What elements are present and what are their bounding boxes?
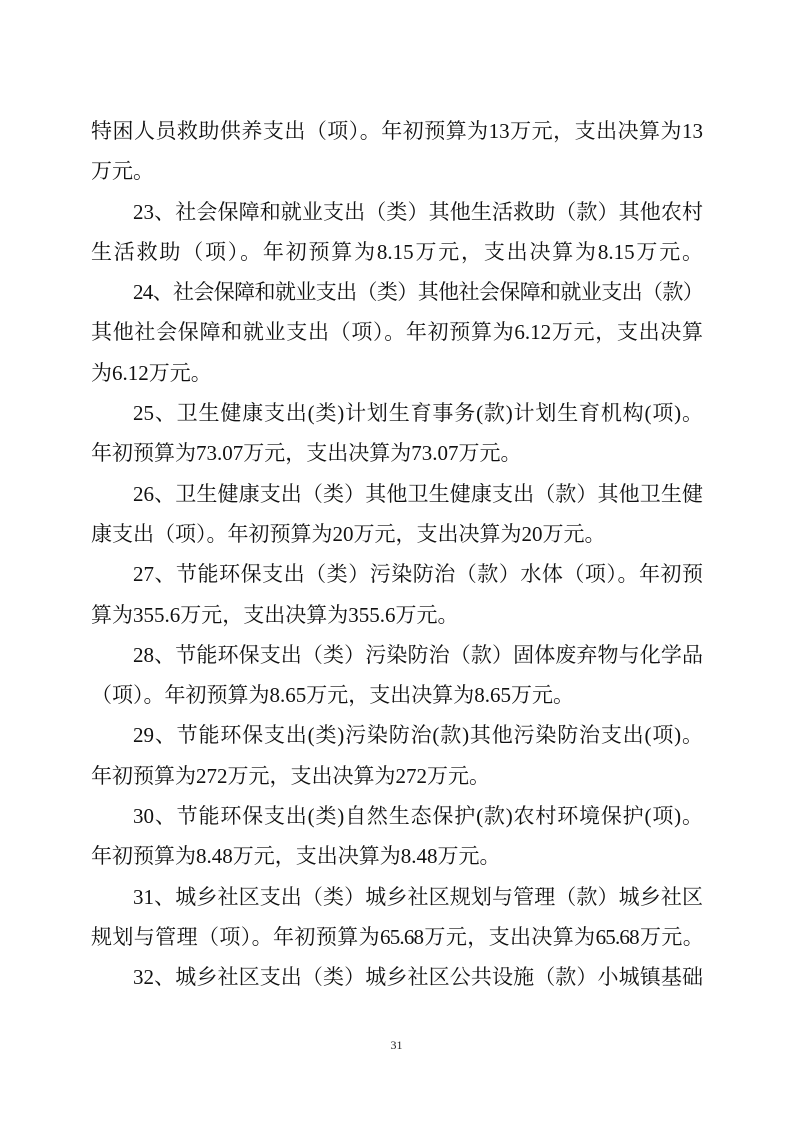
text-line: 万元。 — [91, 159, 154, 184]
text-line: 28、节能环保支出（类）污染防治（款）固体废弃物与化学品 — [133, 642, 703, 667]
text-line: 24、社会保障和就业支出（类）其他社会保障和就业支出（款） — [133, 280, 703, 305]
document-body — [91, 111, 703, 998]
text-line: 23、社会保障和就业支出（类）其他生活救助（款）其他农村 — [133, 199, 703, 224]
text-line: 30、节能环保支出(类)自然生态保护(款)农村环境保护(项)。 — [133, 804, 703, 829]
page-number: 31 — [390, 1038, 403, 1052]
text-line: 29、节能环保支出(类)污染防治(款)其他污染防治支出(项)。 — [133, 723, 703, 748]
text-line: 康支出（项）。年初预算为20万元，支出决算为20万元。 — [91, 521, 606, 546]
text-line: 年初预算为73.07万元，支出决算为73.07万元。 — [91, 441, 522, 466]
text-line: 25、卫生健康支出(类)计划生育事务(款)计划生育机构(项)。 — [133, 401, 703, 426]
text-line: 26、卫生健康支出（类）其他卫生健康支出（款）其他卫生健 — [133, 481, 703, 506]
text-line: 规划与管理（项）。年初预算为65.68万元，支出决算为65.68万元。 — [91, 924, 703, 949]
text-line: 特困人员救助供养支出（项）。年初预算为13万元，支出决算为13 — [91, 119, 703, 143]
text-line: 32、城乡社区支出（类）城乡社区公共设施（款）小城镇基础 — [133, 965, 703, 990]
text-line: 31、城乡社区支出（类）城乡社区规划与管理（款）城乡社区 — [133, 884, 703, 909]
text-line: 年初预算为8.48万元，支出决算为8.48万元。 — [91, 844, 501, 869]
text-line: 算为355.6万元，支出决算为355.6万元。 — [91, 602, 459, 627]
text-line: 生活救助（项）。年初预算为8.15万元，支出决算为8.15万元。 — [91, 239, 703, 264]
text-line: 其他社会保障和就业支出（项）。年初预算为6.12万元，支出决算 — [91, 320, 703, 345]
text-line: 年初预算为272万元，支出决算为272万元。 — [91, 763, 490, 788]
text-line: 为6.12万元。 — [91, 360, 212, 385]
text-line: 27、节能环保支出（类）污染防治（款）水体（项）。年初预 — [133, 562, 703, 587]
text-line: （项）。年初预算为8.65万元，支出决算为8.65万元。 — [91, 683, 574, 708]
